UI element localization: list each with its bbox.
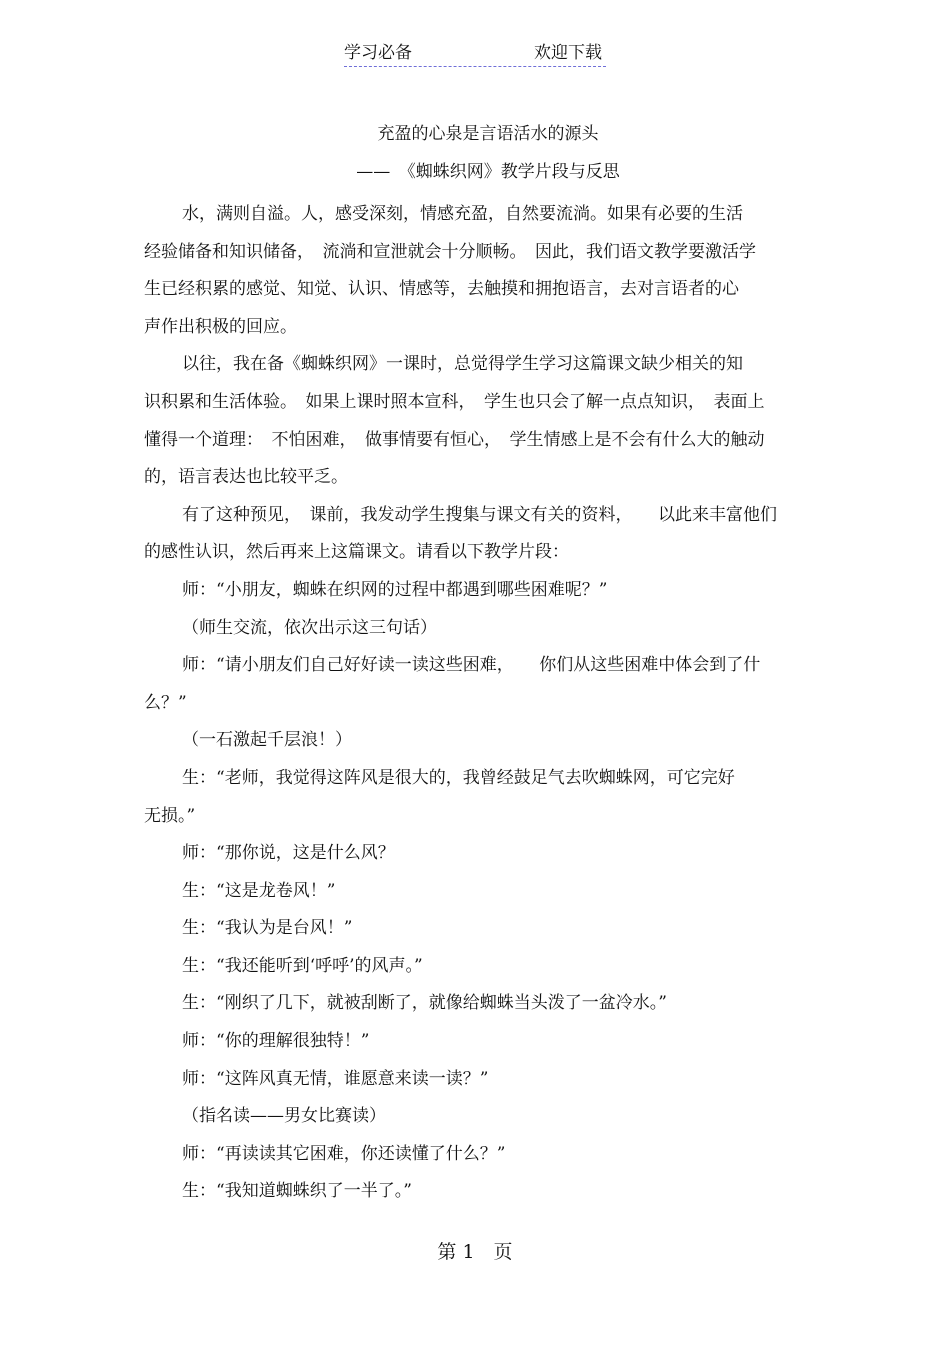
body-line: （指名读——男女比赛读）: [182, 1106, 386, 1127]
body-line: 么？”: [144, 692, 187, 713]
page-number: 第 1 页: [437, 1241, 513, 1263]
body-line: 以往，我在备《蜘蛛织网》一课时，总觉得学生学习这篇课文缺少相关的知: [182, 354, 743, 375]
body-line: 生：“我还能听到‘呼呼’的风声。”: [182, 955, 423, 976]
body-line: 师：“再读读其它困难，你还读懂了什么？”: [182, 1143, 506, 1164]
body-line: 师：“你的理解很独特！”: [182, 1031, 370, 1052]
body-line: （一石激起千层浪！）: [182, 730, 352, 751]
body-line: 水，满则自溢。人，感受深刻，情感充盈，自然要流淌。如果有必要的生活: [182, 204, 743, 224]
header-right-text: 欢迎下载: [534, 43, 602, 63]
body-line: 师：“请小朋友们自己好好读一读这些困难， 你们从这些困难中体会到了什: [182, 655, 761, 676]
header-left-text: 学习必备: [344, 43, 412, 63]
body-line: 声作出积极的回应。: [144, 316, 297, 337]
document-subtitle: —— 《蜘蛛织网》教学片段与反思: [356, 162, 620, 182]
body-line: 识积累和生活体验。 如果上课时照本宣科， 学生也只会了解一点点知识， 表面上: [144, 391, 765, 412]
document-body: [144, 196, 804, 1211]
body-line: 生：“刚织了几下，就被刮断了，就像给蜘蛛当头泼了一盆冷水。”: [182, 993, 667, 1014]
page-header: [344, 42, 606, 67]
body-line: 经验储备和知识储备， 流淌和宣泄就会十分顺畅。 因此，我们语文教学要激活学: [144, 241, 756, 262]
body-line: 的，语言表达也比较平乏。: [144, 467, 348, 488]
body-line: 的感性认识，然后再来上这篇课文。请看以下教学片段：: [144, 542, 569, 563]
body-line: 生：“我知道蜘蛛织了一半了。”: [182, 1181, 412, 1202]
body-line: 师：“那你说，这是什么风？: [182, 843, 395, 864]
body-line: 师：“这阵风真无情，谁愿意来读一读？”: [182, 1068, 489, 1089]
body-line: 懂得一个道理： 不怕困难， 做事情要有恒心， 学生情感上是不会有什么大的触动: [144, 429, 765, 450]
body-line: 生：“老师，我觉得这阵风是很大的，我曾经鼓足气去吹蜘蛛网，可它完好: [182, 767, 735, 788]
body-line: 生已经积累的感觉、知觉、认识、情感等，去触摸和拥抱语言，去对言语者的心: [144, 279, 739, 300]
body-line: 生：“我认为是台风！”: [182, 918, 353, 939]
body-line: 无损。”: [144, 805, 196, 826]
document-title: 充盈的心泉是言语活水的源头: [377, 124, 599, 144]
body-line: （师生交流，依次出示这三句话）: [182, 617, 437, 638]
body-line: 有了这种预见， 课前，我发动学生搜集与课文有关的资料， 以此来丰富他们: [182, 504, 777, 525]
body-line: 生：“这是龙卷风！”: [182, 880, 336, 901]
body-line: 师：“小朋友，蜘蛛在织网的过程中都遇到哪些困难呢？”: [182, 579, 608, 600]
